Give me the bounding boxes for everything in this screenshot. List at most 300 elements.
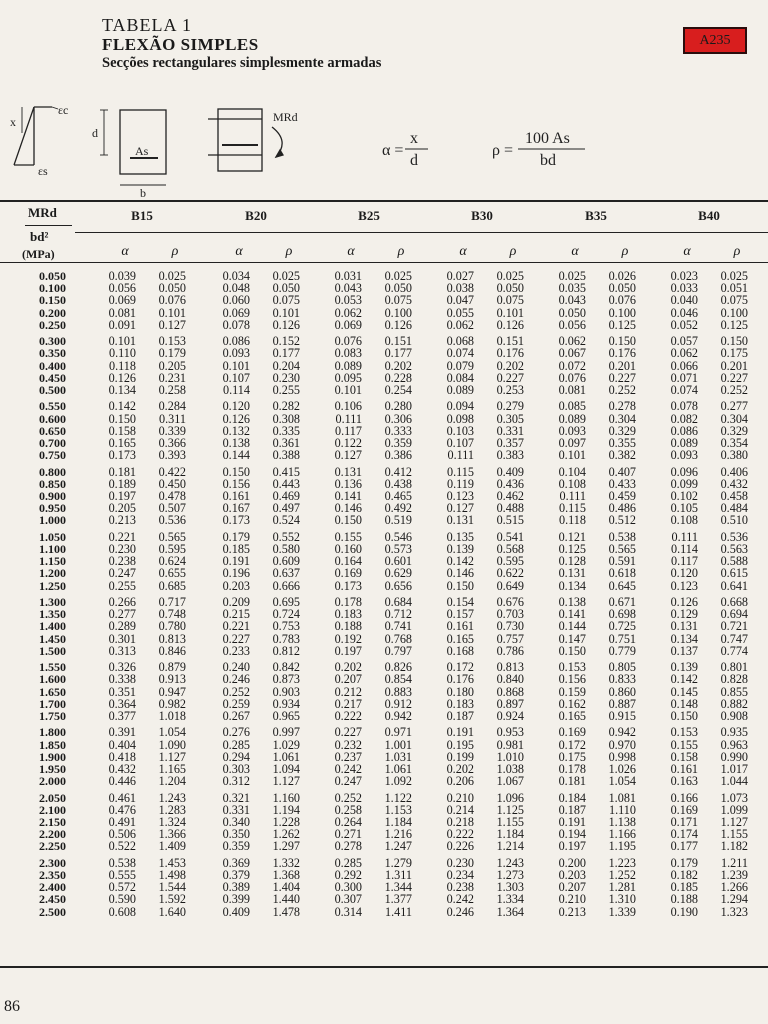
rho-value: 0.512 (608, 513, 636, 528)
alpha-value: 0.491 (108, 815, 136, 829)
section-diagram (0, 95, 768, 200)
alpha-value: 0.101 (334, 383, 362, 397)
alpha-value: 0.141 (334, 489, 362, 503)
rho-value: 0.908 (720, 709, 748, 723)
alpha-value: 0.165 (108, 436, 136, 450)
rho-value: 1.155 (496, 815, 524, 829)
alpha-value: 0.081 (108, 305, 136, 320)
rho-value: 0.050 (496, 281, 524, 296)
alpha-value: 0.166 (670, 790, 698, 805)
alpha-value: 0.043 (334, 281, 362, 296)
alpha-value: 0.131 (446, 513, 474, 528)
page-badge: A235 (683, 27, 747, 54)
rho-value: 1.409 (158, 839, 186, 854)
rho-value: 0.306 (384, 411, 412, 426)
alpha-value: 0.184 (558, 790, 586, 805)
rho-value: 0.357 (496, 436, 524, 450)
rho-value: 0.176 (608, 346, 636, 361)
alpha-value: 0.081 (558, 383, 586, 397)
rho-value: 1.038 (496, 762, 524, 776)
rho-value: 0.231 (158, 370, 186, 385)
rho-value: 0.703 (496, 607, 524, 622)
alpha-value: 0.159 (558, 684, 586, 699)
rho-value: 0.050 (384, 281, 412, 296)
alpha-value: 0.089 (446, 383, 474, 397)
alpha-value: 0.046 (670, 305, 698, 320)
rho-value: 0.935 (720, 725, 748, 740)
alpha-value: 0.203 (558, 868, 586, 882)
alpha-value: 0.294 (222, 749, 250, 764)
alpha-value: 0.098 (446, 411, 474, 426)
rho-value: 1.368 (272, 868, 300, 882)
rho-value: 0.204 (272, 358, 300, 373)
rho-value: 0.459 (608, 489, 636, 503)
alpha-value: 0.266 (108, 595, 136, 609)
rho-value: 1.165 (158, 762, 186, 776)
alpha-value: 0.221 (108, 529, 136, 544)
alpha-value: 0.101 (222, 358, 250, 373)
rho-value: 0.227 (720, 370, 748, 385)
alpha-value: 0.123 (670, 578, 698, 593)
rho-value: 0.641 (720, 578, 748, 593)
rho-value: 0.942 (608, 725, 636, 740)
alpha-value: 0.364 (108, 696, 136, 711)
alpha-value: 0.126 (670, 595, 698, 609)
rho-value: 0.971 (384, 725, 412, 740)
alpha-value: 0.178 (558, 762, 586, 776)
alpha-value: 0.136 (334, 476, 362, 491)
rho-value: 0.812 (272, 643, 300, 658)
rho-value: 0.568 (496, 542, 524, 556)
rho-value: 1.110 (609, 802, 636, 817)
rho-value: 1.127 (272, 774, 300, 789)
alpha-value: 0.190 (670, 904, 698, 919)
rho-value: 0.768 (384, 631, 412, 646)
rho-value: 0.694 (720, 607, 748, 622)
rho-value: 0.717 (158, 595, 186, 609)
alpha-value: 0.150 (446, 578, 474, 593)
rho-value: 1.094 (272, 762, 300, 776)
alpha-value: 0.033 (670, 281, 698, 296)
alpha-numerator: x (410, 130, 418, 147)
rho-value: 0.774 (720, 643, 748, 658)
alpha-value: 0.062 (558, 334, 586, 349)
alpha-value: 0.062 (334, 305, 362, 320)
rho-value: 1.283 (158, 802, 186, 817)
alpha-value: 0.227 (334, 725, 362, 740)
alpha-value: 0.178 (334, 595, 362, 609)
rho-value: 1.339 (608, 904, 636, 919)
alpha-value: 0.053 (334, 293, 362, 308)
rho-value: 0.698 (608, 607, 636, 622)
rho-value: 0.741 (384, 619, 412, 634)
rho-value: 0.175 (720, 346, 748, 361)
rho-value: 0.176 (496, 346, 524, 361)
rho-value: 0.676 (496, 595, 524, 609)
rho-value: 0.252 (720, 383, 748, 397)
rho-value: 1.092 (384, 774, 412, 789)
alpha-value: 0.230 (446, 855, 474, 870)
alpha-value: 0.069 (222, 305, 250, 320)
alpha-value: 0.155 (670, 737, 698, 752)
alpha-value: 0.066 (670, 358, 698, 373)
alpha-value: 0.055 (446, 305, 474, 320)
alpha-value: 0.120 (222, 399, 250, 414)
alpha-value: 0.369 (222, 855, 250, 870)
alpha-value: 0.162 (558, 696, 586, 711)
rho-value: 0.497 (272, 501, 300, 516)
mrd-value: 0.550 (39, 399, 66, 414)
rho-subheader: ρ (397, 244, 405, 259)
rho-value: 1.026 (608, 762, 636, 776)
unit-header: (MPa) (22, 247, 55, 261)
alpha-value: 0.227 (222, 631, 250, 646)
alpha-value: 0.276 (222, 725, 250, 740)
alpha-value: 0.121 (558, 529, 586, 544)
alpha-value: 0.176 (446, 672, 474, 687)
alpha-value: 0.123 (446, 489, 474, 503)
alpha-value: 0.047 (446, 293, 474, 308)
rho-value: 0.942 (384, 709, 412, 723)
mrd-value: 0.850 (39, 476, 66, 491)
rho-value: 0.050 (608, 281, 636, 296)
mrd-value: 0.400 (39, 358, 66, 373)
rho-value: 0.595 (158, 542, 186, 556)
mrd-value: 1.400 (39, 619, 66, 634)
alpha-value: 0.122 (334, 436, 362, 450)
rho-value: 0.826 (384, 660, 412, 675)
rho-value: 0.422 (158, 464, 186, 479)
alpha-value: 0.043 (558, 293, 586, 308)
alpha-value: 0.039 (108, 269, 136, 283)
alpha-value: 0.119 (447, 476, 474, 491)
rho-value: 0.846 (158, 643, 186, 658)
alpha-value: 0.247 (108, 566, 136, 581)
rho-value: 0.465 (384, 489, 412, 503)
alpha-value: 0.167 (222, 501, 250, 516)
rho-value: 0.801 (720, 660, 748, 675)
rho-value: 1.184 (384, 815, 412, 829)
rho-value: 0.965 (272, 709, 300, 723)
mrd-value: 2.250 (39, 839, 66, 854)
alpha-value: 0.207 (558, 880, 586, 895)
alpha-value: 0.247 (334, 774, 362, 789)
mrd-value: 1.250 (39, 578, 66, 593)
alpha-value: 0.180 (446, 684, 474, 699)
alpha-value: 0.082 (670, 411, 698, 426)
alpha-value: 0.147 (558, 631, 586, 646)
rho-value: 0.201 (720, 358, 748, 373)
alpha-value: 0.141 (558, 607, 586, 622)
rho-value: 0.051 (720, 281, 748, 296)
rho-value: 0.412 (384, 464, 412, 479)
rho-value: 0.202 (384, 358, 412, 373)
rho-value: 0.150 (608, 334, 636, 349)
mrd-value: 2.300 (39, 855, 66, 870)
alpha-value: 0.110 (109, 346, 136, 361)
alpha-value: 0.111 (335, 411, 362, 426)
alpha-value: 0.156 (222, 476, 250, 491)
alpha-value: 0.215 (222, 607, 250, 622)
alpha-value: 0.101 (108, 334, 136, 349)
alpha-value: 0.350 (222, 827, 250, 842)
mrd-value: 1.200 (39, 566, 66, 581)
rho-value: 0.541 (496, 529, 524, 544)
rho-value: 0.152 (272, 334, 300, 349)
alpha-value: 0.246 (222, 672, 250, 687)
alpha-subheader: α (571, 244, 579, 259)
rho-value: 0.668 (720, 595, 748, 609)
rho-value: 0.666 (272, 578, 300, 593)
alpha-value: 0.103 (446, 423, 474, 438)
alpha-value: 0.222 (334, 709, 362, 723)
mrd-value: 1.900 (39, 749, 66, 764)
alpha-value: 0.091 (108, 317, 136, 332)
rho-value: 0.990 (720, 749, 748, 764)
rho-value: 0.075 (720, 293, 748, 308)
rho-value: 0.255 (272, 383, 300, 397)
rho-value: 0.050 (272, 281, 300, 296)
rho-value: 0.125 (608, 317, 636, 332)
rho-value: 0.813 (496, 660, 524, 675)
rho-value: 1.194 (272, 802, 300, 817)
mrd-value: 2.200 (39, 827, 66, 842)
rho-value: 1.127 (158, 749, 186, 764)
alpha-value: 0.307 (334, 892, 362, 907)
alpha-value: 0.359 (222, 839, 250, 854)
class-header-b20: B20 (245, 208, 267, 223)
alpha-value: 0.242 (334, 762, 362, 776)
rho-value: 0.227 (496, 370, 524, 385)
rho-value: 0.228 (384, 370, 412, 385)
rho-value: 0.329 (720, 423, 748, 438)
rho-value: 0.406 (720, 464, 748, 479)
alpha-value: 0.089 (558, 411, 586, 426)
alpha-value: 0.226 (446, 839, 474, 854)
rho-value: 0.883 (384, 684, 412, 699)
mrd-value: 1.700 (39, 696, 66, 711)
alpha-value: 0.134 (558, 578, 586, 593)
rho-denominator: bd (540, 152, 556, 169)
rho-value: 1.054 (608, 774, 636, 789)
rho-value: 0.629 (384, 566, 412, 581)
rho-value: 1.311 (385, 868, 412, 882)
rho-value: 0.637 (272, 566, 300, 581)
rho-value: 0.076 (608, 293, 636, 308)
alpha-value: 0.025 (558, 269, 586, 283)
alpha-subheader: α (683, 244, 691, 259)
alpha-value: 0.158 (670, 749, 698, 764)
rho-value: 0.671 (608, 595, 636, 609)
moment-mrd-label: MRd (273, 110, 298, 124)
rho-value: 1.498 (158, 868, 186, 882)
rho-value: 1.061 (272, 749, 300, 764)
rho-value: 1.153 (384, 802, 412, 817)
rho-value: 0.415 (272, 464, 300, 479)
rho-subheader: ρ (621, 244, 629, 259)
alpha-value: 0.313 (108, 643, 136, 658)
rho-value: 0.101 (272, 305, 300, 320)
rho-value: 0.783 (272, 631, 300, 646)
mrd-value: 2.500 (39, 904, 66, 919)
rho-value: 0.855 (720, 684, 748, 699)
rho-value: 1.067 (496, 774, 524, 789)
alpha-value: 0.146 (446, 566, 474, 581)
alpha-value: 0.139 (446, 542, 474, 556)
rho-value: 1.010 (496, 749, 524, 764)
mrd-value: 1.800 (39, 725, 66, 740)
rho-value: 0.588 (720, 554, 748, 569)
rho-value: 0.685 (158, 578, 186, 593)
alpha-value: 0.179 (222, 529, 250, 544)
alpha-value: 0.144 (222, 448, 250, 463)
alpha-value: 0.185 (670, 880, 698, 895)
mrd-value: 2.450 (39, 892, 66, 907)
rho-value: 1.081 (608, 790, 636, 805)
alpha-value: 0.252 (222, 684, 250, 699)
rho-value: 0.339 (158, 423, 186, 438)
alpha-value: 0.097 (558, 436, 586, 450)
alpha-value: 0.267 (222, 709, 250, 723)
rho-value: 1.031 (384, 749, 412, 764)
mrd-value: 1.450 (39, 631, 66, 646)
rho-value: 0.304 (720, 411, 748, 426)
alpha-value: 0.205 (108, 501, 136, 516)
rho-value: 1.223 (608, 855, 636, 870)
rho-value: 0.565 (608, 542, 636, 556)
alpha-value: 0.278 (334, 839, 362, 854)
rho-value: 1.453 (158, 855, 186, 870)
mrd-value: 1.000 (39, 513, 66, 528)
alpha-value: 0.199 (446, 749, 474, 764)
alpha-value: 0.214 (446, 802, 474, 817)
alpha-value: 0.476 (108, 802, 136, 817)
rho-value: 0.469 (272, 489, 300, 503)
alpha-value: 0.154 (446, 595, 474, 609)
alpha-value: 0.096 (670, 464, 698, 479)
rho-value: 0.486 (608, 501, 636, 516)
alpha-value: 0.150 (670, 709, 698, 723)
rho-value: 1.096 (496, 790, 524, 805)
depth-d-label: d (92, 126, 98, 140)
rho-value: 0.601 (384, 554, 412, 569)
rho-value: 0.179 (158, 346, 186, 361)
rho-value: 0.913 (158, 672, 186, 687)
alpha-value: 0.182 (670, 868, 698, 882)
alpha-value: 0.538 (108, 855, 136, 870)
rho-value: 1.544 (158, 880, 186, 895)
rho-value: 0.388 (272, 448, 300, 463)
rho-value: 0.757 (496, 631, 524, 646)
rho-value: 0.050 (158, 281, 186, 296)
alpha-value: 0.230 (108, 542, 136, 556)
rho-value: 0.565 (158, 529, 186, 544)
rho-value: 0.304 (608, 411, 636, 426)
rho-value: 0.438 (384, 476, 412, 491)
alpha-value: 0.144 (558, 619, 586, 634)
alpha-value: 0.207 (334, 672, 362, 687)
alpha-value: 0.023 (670, 269, 698, 283)
rho-value: 0.462 (496, 489, 524, 503)
alpha-value: 0.040 (670, 293, 698, 308)
alpha-value: 0.321 (222, 790, 250, 805)
rho-value: 0.970 (608, 737, 636, 752)
rho-value: 0.868 (496, 684, 524, 699)
rho-value: 1.138 (608, 815, 636, 829)
alpha-value: 0.232 (334, 737, 362, 752)
alpha-value: 0.300 (334, 880, 362, 895)
mrd-value: 2.000 (39, 774, 66, 789)
alpha-value: 0.271 (334, 827, 362, 842)
alpha-value: 0.218 (446, 815, 474, 829)
rho-value: 0.779 (608, 643, 636, 658)
rho-value: 1.090 (158, 737, 186, 752)
table-description: Secções rectangulares simplesmente armadas (102, 55, 382, 71)
rho-value: 0.277 (720, 399, 748, 414)
alpha-value: 0.168 (446, 643, 474, 658)
rho-value: 0.252 (608, 383, 636, 397)
rho-value: 0.258 (158, 383, 186, 397)
alpha-value: 0.238 (108, 554, 136, 569)
alpha-value: 0.108 (670, 513, 698, 528)
rho-value: 0.254 (384, 383, 412, 397)
alpha-value: 0.068 (446, 334, 474, 349)
mrd-value: 2.400 (39, 880, 66, 895)
rho-value: 0.205 (158, 358, 186, 373)
alpha-value: 0.210 (446, 790, 474, 805)
alpha-value: 0.134 (670, 631, 698, 646)
alpha-value: 0.131 (334, 464, 362, 479)
alpha-subheader: α (235, 244, 243, 259)
alpha-value: 0.192 (334, 631, 362, 646)
rho-value: 0.840 (496, 672, 524, 687)
mrd-value: 2.350 (39, 868, 66, 882)
rho-value: 1.366 (158, 827, 186, 842)
alpha-value: 0.221 (222, 619, 250, 634)
alpha-value: 0.111 (671, 529, 698, 544)
steel-area-label: As (135, 144, 149, 158)
alpha-value: 0.379 (222, 868, 250, 882)
alpha-value: 0.289 (108, 619, 136, 634)
rho-value: 0.524 (272, 513, 300, 528)
alpha-value: 0.234 (446, 868, 474, 882)
rho-value: 1.404 (272, 880, 300, 895)
alpha-value: 0.150 (108, 411, 136, 426)
alpha-value: 0.209 (222, 595, 250, 609)
rho-value: 0.833 (608, 672, 636, 687)
alpha-value: 0.115 (559, 501, 586, 516)
rho-value: 0.488 (496, 501, 524, 516)
alpha-value: 0.101 (558, 448, 586, 463)
alpha-value: 0.131 (558, 566, 586, 581)
alpha-value: 0.117 (671, 554, 698, 569)
rho-value: 0.786 (496, 643, 524, 658)
alpha-value: 0.089 (670, 436, 698, 450)
rho-value: 0.912 (384, 696, 412, 711)
mrd-value: 1.350 (39, 607, 66, 622)
alpha-value: 0.258 (334, 802, 362, 817)
rho-value: 0.230 (272, 370, 300, 385)
alpha-value: 0.104 (558, 464, 586, 479)
alpha-value: 0.174 (670, 827, 698, 842)
alpha-value: 0.048 (222, 281, 250, 296)
rho-value: 1.411 (385, 904, 412, 919)
alpha-value: 0.210 (558, 892, 586, 907)
alpha-value: 0.161 (670, 762, 698, 776)
alpha-value: 0.206 (446, 774, 474, 789)
table-title: TABELA 1 (102, 15, 193, 35)
alpha-value: 0.171 (670, 815, 698, 829)
